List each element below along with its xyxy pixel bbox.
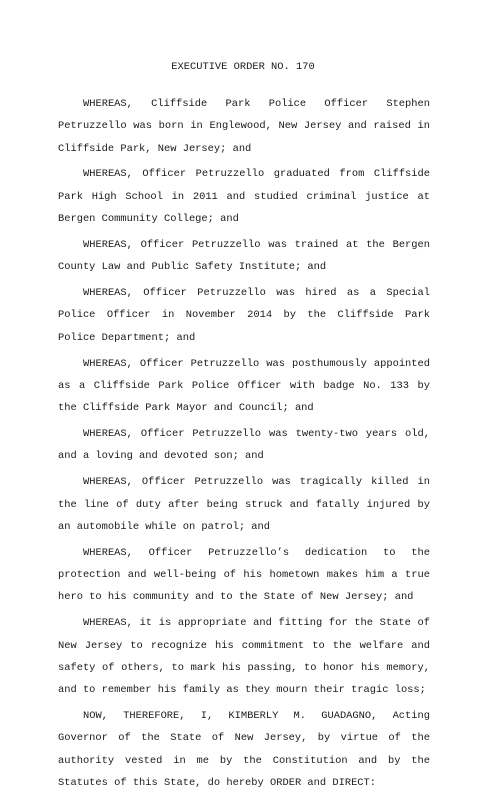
document-body	[58, 93, 430, 798]
whereas-paragraph-2: WHEREAS, Officer Petruzzello graduated from Cliffside Park High School in 2011 and studied criminal justice at Bergen Community College; and	[58, 168, 430, 226]
document-title: EXECUTIVE ORDER NO. 170	[171, 61, 315, 73]
whereas-paragraph-4: WHEREAS, Officer Petruzzello was hired as a Special Police Officer in November 2014 by the Cliffside Park Police Department; and	[58, 287, 430, 344]
now-therefore-paragraph: NOW, THEREFORE, I, KIMBERLY M. GUADAGNO, Acting Governor of the State of New Jersey, by virtue of the authority vested in me by the Constitution and by the Statutes of this State, do hereby ORDER and DIRECT:	[58, 710, 430, 789]
whereas-paragraph-7: WHEREAS, Officer Petruzzello was tragically killed in the line of duty after being struck and fatally injured by an automobile while on patrol; and	[58, 476, 430, 533]
whereas-paragraph-6: WHEREAS, Officer Petruzzello was twenty-two years old, and a loving and devoted son; and	[58, 428, 430, 463]
whereas-paragraph-3: WHEREAS, Officer Petruzzello was trained at the Bergen County Law and Public Safety Institute; and	[58, 238, 430, 274]
whereas-paragraph-8: WHEREAS, Officer Petruzzello’s dedication to the protection and well-being of his hometown makes him a true hero to his community and to the State of New Jersey; and	[58, 546, 430, 604]
whereas-paragraph-5: WHEREAS, Officer Petruzzello was posthumously appointed as a Cliffside Park Police Officer with badge No. 133 by the Cliffside Park Mayor and Council; and	[58, 357, 430, 415]
whereas-paragraph-1: WHEREAS, Cliffside Park Police Officer Stephen Petruzzello was born in Englewood, New Jersey and raised in Cliffside Park, New Jersey; and	[58, 98, 430, 155]
whereas-paragraph-9: WHEREAS, it is appropriate and fitting for the State of New Jersey to recognize his commitment to the welfare and safety of others, to mark his passing, to honor his memory, and to remember his family as they mourn their tragic loss;	[58, 617, 430, 697]
